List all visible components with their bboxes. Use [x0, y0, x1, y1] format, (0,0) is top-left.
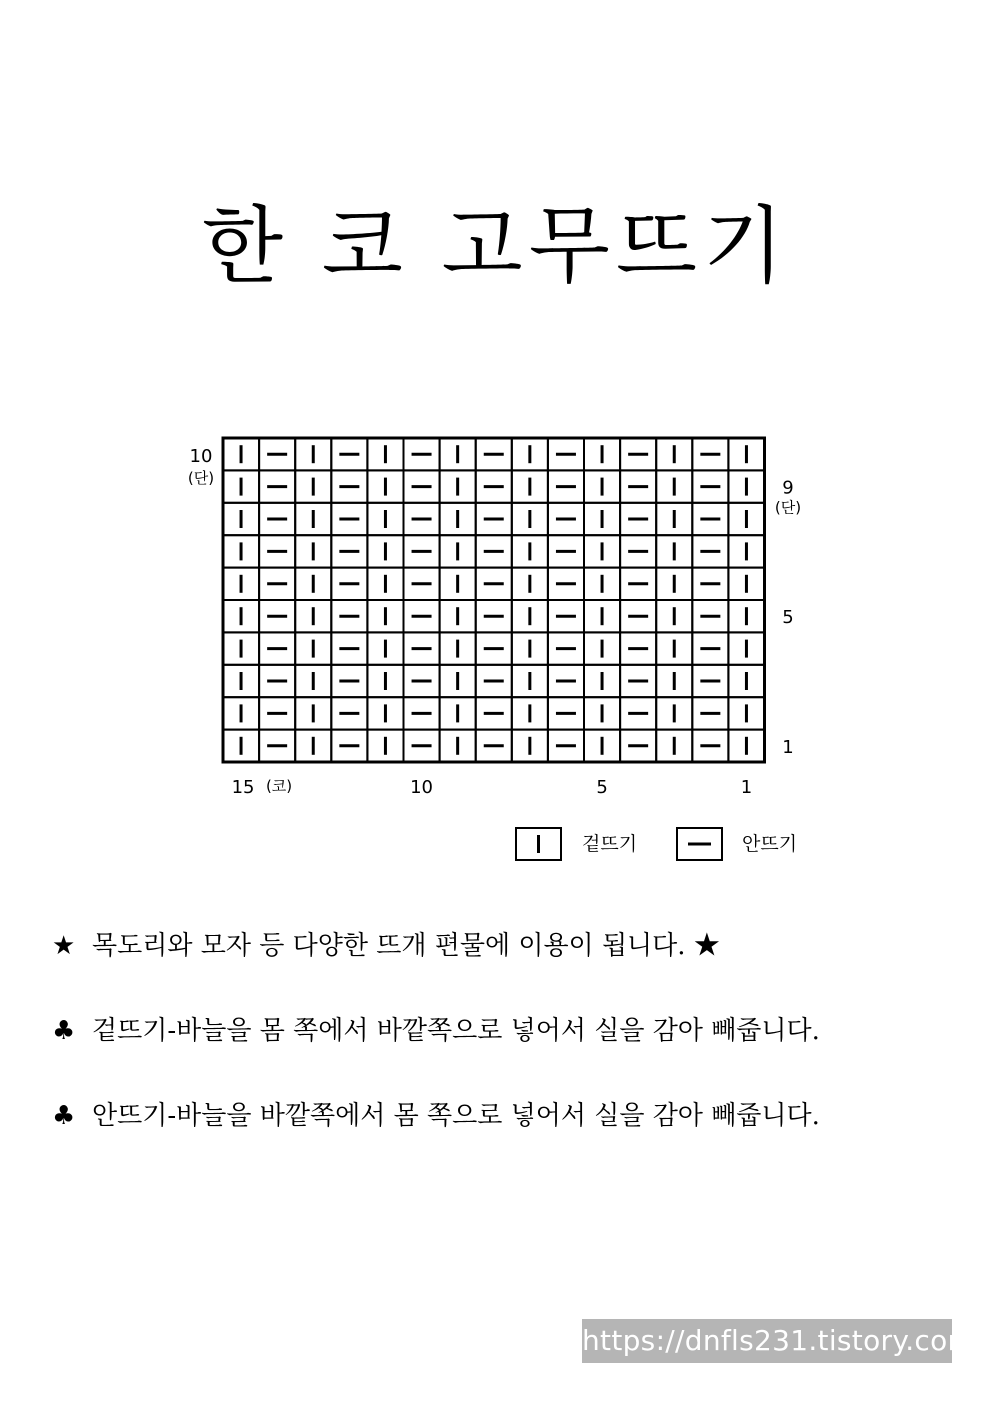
- note-purl-text: 안뜨기-바늘을 바깥쪽에서 몸 쪽으로 넣어서 실을 감아 빼줍니다.: [92, 1101, 820, 1131]
- col-label-bottom: 5: [596, 777, 608, 798]
- legend-purl-label: 안뜨기: [742, 833, 798, 855]
- row-unit-right: (단): [774, 498, 802, 517]
- row-label-right: 1: [782, 736, 794, 758]
- note-usage: [52, 929, 720, 963]
- legend-knit-label: 겉뜨기: [582, 833, 638, 855]
- note-knit-text: 겉뜨기-바늘을 몸 쪽에서 바깥쪽으로 넣어서 실을 감아 빼줍니다.: [92, 1016, 820, 1046]
- club-icon: ♣: [52, 1101, 76, 1131]
- star-icon: ★: [52, 931, 76, 961]
- page-title: 한 코 고무뜨기: [201, 197, 791, 295]
- note-knit: [52, 1014, 820, 1048]
- col-label-bottom: 1: [740, 777, 753, 798]
- note-usage-text: 목도리와 모자 등 다양한 뜨개 편물에 이용이 됩니다. ★: [92, 931, 720, 961]
- row-label-right: 5: [782, 607, 794, 629]
- row-label-top-left: 10: [189, 446, 213, 467]
- col-label-bottom: 15: [231, 777, 255, 798]
- club-icon: ♣: [52, 1016, 76, 1046]
- col-unit-bottom: (코): [265, 777, 293, 795]
- row-unit-top-left: (단): [187, 469, 215, 487]
- col-label-bottom: 10: [410, 777, 434, 798]
- watermark: https://dnfls231.tistory.com: [582, 1319, 952, 1363]
- row-label-right: 9: [782, 477, 794, 499]
- note-purl: [52, 1099, 820, 1133]
